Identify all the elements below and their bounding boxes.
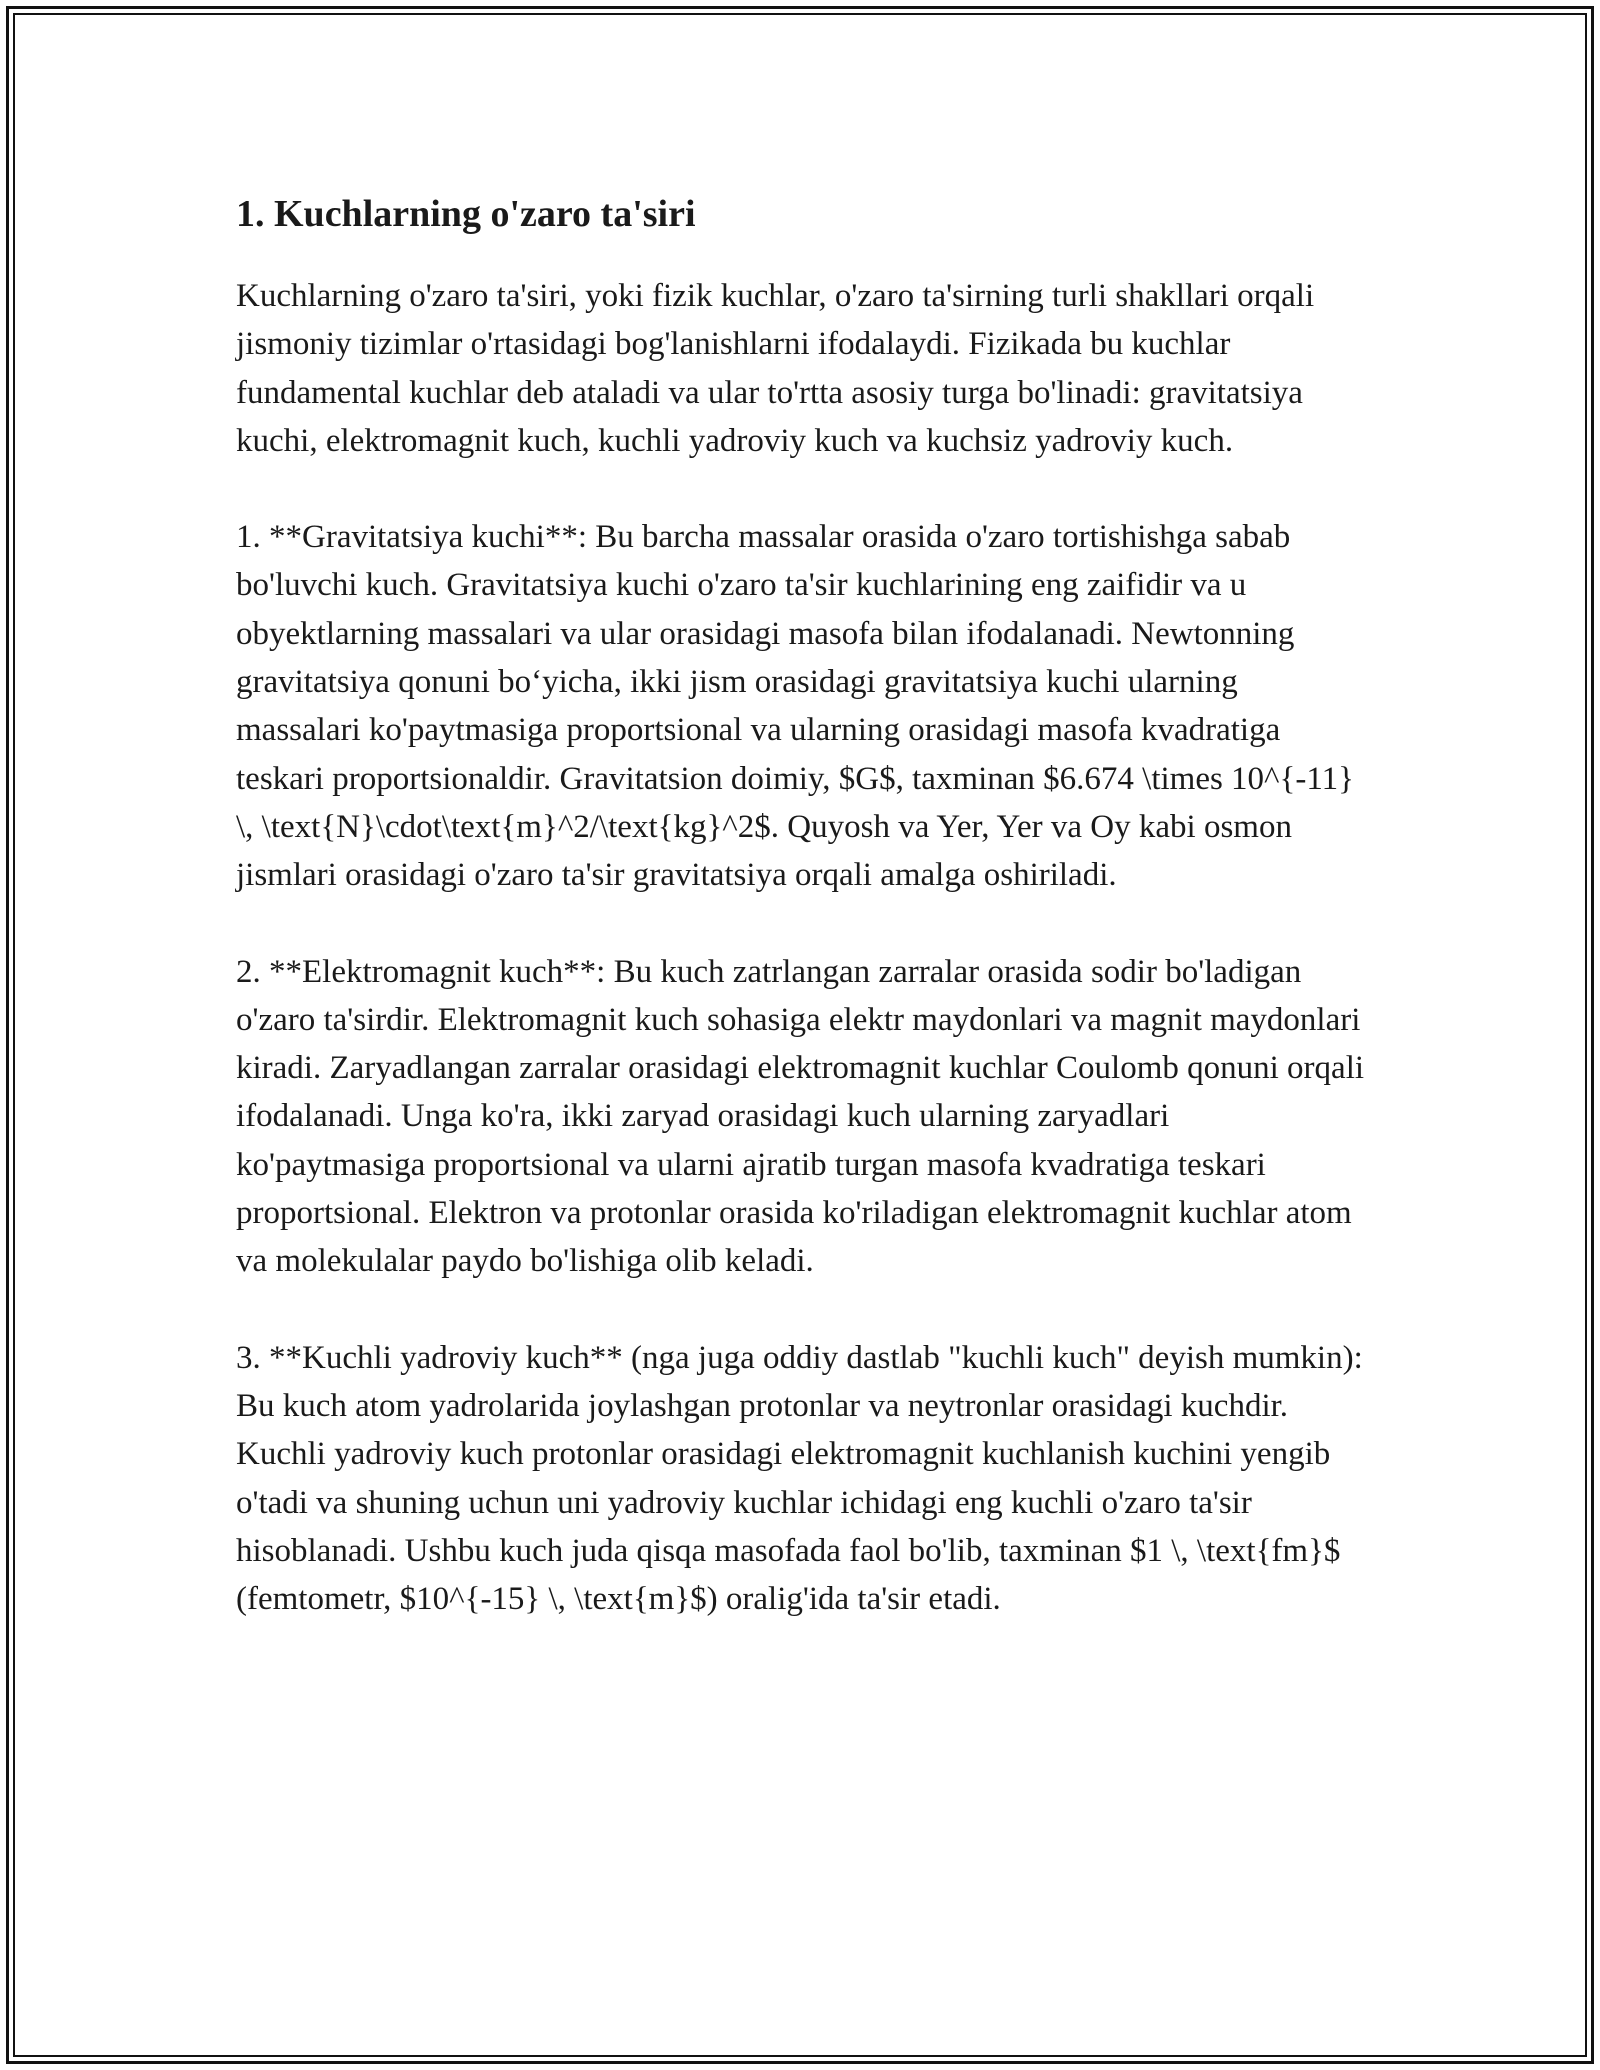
document-title: 1. Kuchlarning o'zaro ta'siri — [236, 193, 696, 235]
electromagnetic-paragraph: 2. **Elektromagnit kuch**: Bu kuch zatrlangan zarralar orasida sodir bo'ladigan o'zaro ta'sirdir. Elektromagnit kuch sohasiga elektr maydonlari va magnit maydonlari kiradi. Zaryadlangan zarralar orasidagi elektromagnit kuchlar Coulomb qonuni orqali ifodalanadi. Unga ko'ra, ikki zaryad orasidagi kuch ularning zaryadlari ko'paytmasiga proportsional va ularni ajratib turgan masofa kvadratiga teskari proportsional. Elektron va protonlar orasida ko'riladigan elektromagnit kuchlar atom va molekulalar paydo bo'lishiga olib keladi. — [236, 953, 1365, 1280]
gravity-paragraph: 1. **Gravitatsiya kuchi**: Bu barcha massalar orasida o'zaro tortishishga sabab bo'luvchi kuch. Gravitatsiya kuchi o'zaro ta'sir kuchlarining eng zaifidir va u obyektlarning massalari va ular orasidagi masofa bilan ifodalanadi. Newtonning gravitatsiya qonuni bo‘yicha, ikki jism orasidagi gravitatsiya kuchi ularning massalari ko'paytmasiga proportsional va ularning orasidagi masofa kvadratiga teskari proportsionaldir. Gravitatsion doimiy, $G$, taxminan $6.674 \times 10^{-11} \, \text{N}\cdot\text{m}^2/\text{kg}^2$. Quyosh va Yer, Yer va Oy kabi osmon jismlari orasidagi o'zaro ta'sir gravitatsiya orqali amalga oshiriladi. — [236, 519, 1354, 894]
intro-paragraph: Kuchlarning o'zaro ta'siri, yoki fizik kuchlar, o'zaro ta'sirning turli shakllari orqali jismoniy tizimlar o'rtasidagi bog'lanishlarni ifodalaydi. Fizikada bu kuchlar fundamental kuchlar deb ataladi va ular to'rtta asosiy turga bo'linadi: gravitatsiya kuchi, elektromagnit kuch, kuchli yadroviy kuch va kuchsiz yadroviy kuch. — [236, 278, 1315, 459]
document-body — [236, 186, 1366, 1671]
strong-nuclear-paragraph: 3. **Kuchli yadroviy kuch** (nga juga oddiy dastlab "kuchli kuch" deyish mumkin): Bu kuch atom yadrolarida joylashgan protonlar va neytronlar orasidagi kuchdir. Kuchli yadroviy kuch protonlar orasidagi elektromagnit kuchlanish kuchini yengib o'tadi va shuning uchun uni yadroviy kuchlar ichidagi eng kuchli o'zaro ta'sir hisoblanadi. Ushbu kuch juda qisqa masofada faol bo'lib, taxminan $1 \, \text{fm}$ (femtometr, $10^{-15} \, \text{m}$) oralig'ida ta'sir etadi. — [236, 1339, 1363, 1618]
